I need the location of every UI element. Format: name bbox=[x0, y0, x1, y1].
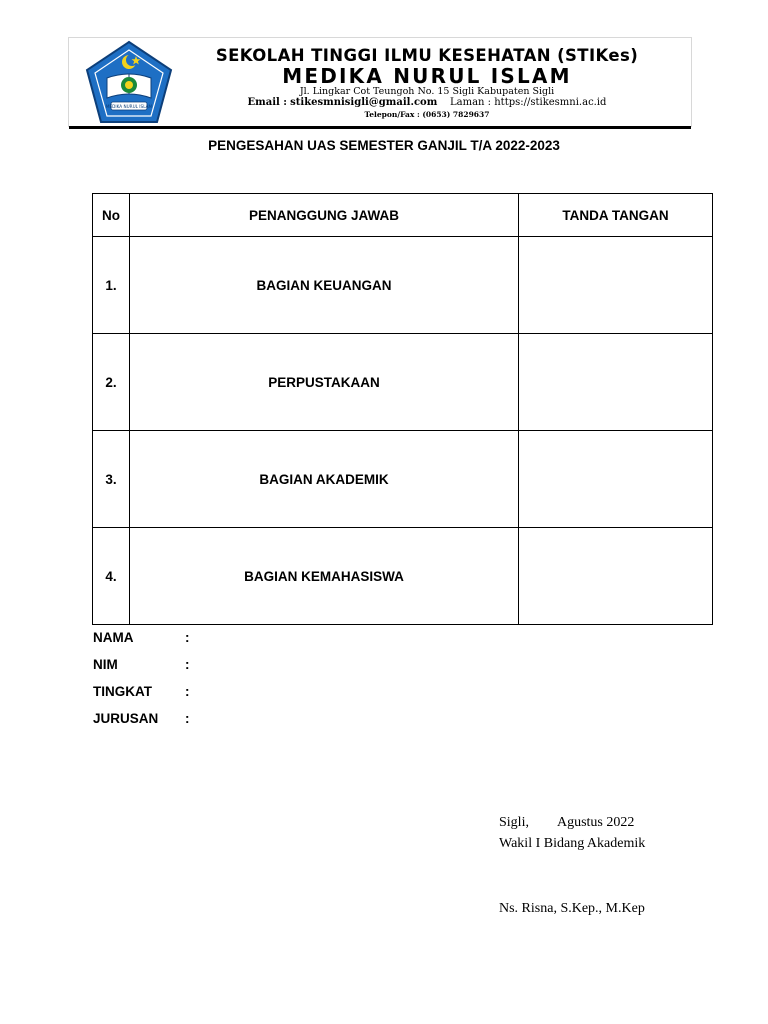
field-nama bbox=[93, 624, 190, 651]
place: Sigli, bbox=[499, 815, 529, 830]
web-label: Laman : bbox=[450, 97, 492, 108]
field-jurusan bbox=[93, 705, 190, 732]
table-row bbox=[93, 237, 713, 334]
phone-line: Telepon/Fax : (0653) 7829637 bbox=[364, 110, 490, 119]
institution-address: Jl. Lingkar Cot Teungoh No. 15 Sigli Kabupaten Sigli bbox=[299, 86, 555, 97]
field-tingkat bbox=[93, 678, 190, 705]
table-header-row bbox=[93, 194, 713, 237]
institution-title: MEDIKA NURUL ISLAM bbox=[282, 64, 572, 88]
row-pic: PERPUSTAKAAN bbox=[130, 334, 519, 431]
signature-cell bbox=[519, 528, 713, 625]
contact-line bbox=[177, 97, 677, 108]
row-pic: BAGIAN KEMAHASISWA bbox=[130, 528, 519, 625]
signature-cell bbox=[519, 334, 713, 431]
field-separator: : bbox=[185, 711, 190, 726]
field-label: TINGKAT bbox=[93, 684, 152, 699]
header-no: No bbox=[93, 194, 130, 237]
signature-cell bbox=[519, 431, 713, 528]
row-pic: BAGIAN KEUANGAN bbox=[130, 237, 519, 334]
document-title: PENGESAHAN UAS SEMESTER GANJIL T/A 2022-2023 bbox=[208, 138, 560, 153]
row-no: 1. bbox=[93, 237, 130, 334]
header-pic: PENANGGUNG JAWAB bbox=[130, 194, 519, 237]
table-row bbox=[93, 528, 713, 625]
table-row bbox=[93, 334, 713, 431]
row-no: 4. bbox=[93, 528, 130, 625]
place-date-line bbox=[499, 812, 645, 833]
field-label: NAMA bbox=[93, 630, 134, 645]
field-nim bbox=[93, 651, 190, 678]
letterhead-divider bbox=[69, 126, 691, 129]
row-no: 3. bbox=[93, 431, 130, 528]
letterhead bbox=[68, 37, 692, 127]
date: Agustus 2022 bbox=[556, 815, 635, 830]
field-separator: : bbox=[185, 630, 190, 645]
email-link[interactable]: stikesmnisigli@gmail.com bbox=[290, 97, 438, 108]
row-no: 2. bbox=[93, 334, 130, 431]
field-separator: : bbox=[185, 684, 190, 699]
logo-ribbon-text: MEDIKA NURUL ISLAM bbox=[105, 104, 153, 109]
header-signature: TANDA TANGAN bbox=[519, 194, 713, 237]
field-label: JURUSAN bbox=[93, 711, 159, 726]
crescent-star-book-emblem-icon bbox=[85, 40, 173, 124]
field-separator: : bbox=[185, 657, 190, 672]
row-pic: BAGIAN AKADEMIK bbox=[130, 431, 519, 528]
table-row bbox=[93, 431, 713, 528]
approval-table bbox=[92, 193, 713, 625]
signature-cell bbox=[519, 237, 713, 334]
field-label: NIM bbox=[93, 657, 118, 672]
closing-block bbox=[499, 812, 645, 854]
web-link[interactable]: https://stikesmni.ac.id bbox=[494, 97, 607, 108]
institution-name: SEKOLAH TINGGI ILMU KESEHATAN (STIKes) bbox=[215, 46, 639, 65]
email-label: Email : bbox=[247, 97, 287, 108]
signer-name: Ns. Risna, S.Kep., M.Kep bbox=[499, 901, 645, 916]
student-fields bbox=[93, 624, 190, 732]
signer-position: Wakil I Bidang Akademik bbox=[499, 836, 646, 851]
